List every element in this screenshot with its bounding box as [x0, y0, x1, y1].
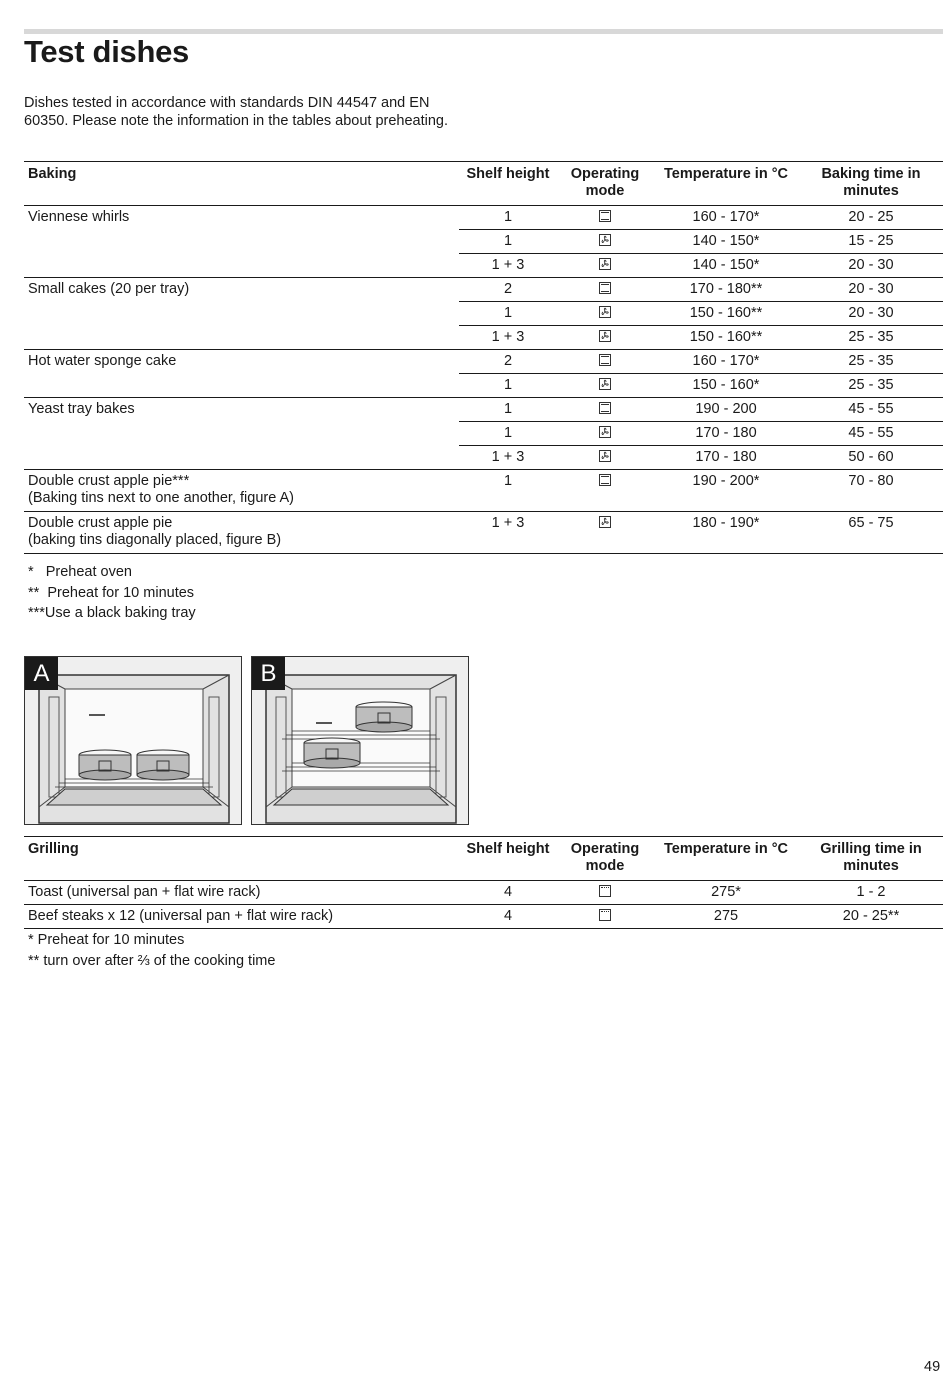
- operating-mode-cell: [557, 881, 653, 905]
- top-bottom-heat-icon: [599, 210, 611, 222]
- hot-air-fan-icon: [599, 306, 611, 318]
- baking-header-row: [24, 162, 943, 206]
- header-shelf: Shelf height: [459, 162, 557, 206]
- header-time: Grilling time in minutes: [799, 837, 943, 881]
- page-title: Test dishes: [24, 34, 189, 69]
- temperature-cell: 150 - 160**: [653, 302, 799, 326]
- footnote: * Preheat for 10 minutes: [28, 932, 185, 948]
- temperature-cell: 150 - 160**: [653, 326, 799, 350]
- operating-mode-cell: [557, 905, 653, 929]
- table-row: [24, 881, 943, 905]
- figure-label: B: [252, 657, 285, 690]
- hot-air-fan-icon: [599, 378, 611, 390]
- table-row: [24, 206, 943, 230]
- oven-figure-b: [251, 656, 469, 825]
- page-number: 49: [924, 1359, 941, 1375]
- hot-air-fan-icon: [599, 258, 611, 270]
- baking-time-cell: 20 - 30: [799, 278, 943, 302]
- dish-name: [24, 512, 459, 554]
- oven-figure-a: [24, 656, 242, 825]
- header-temp: Temperature in °C: [653, 162, 799, 206]
- header-time: Baking time in minutes: [799, 162, 943, 206]
- temperature-cell: 160 - 170*: [653, 350, 799, 374]
- temperature-cell: 180 - 190*: [653, 512, 799, 554]
- dish-name-line: Viennese whirls: [28, 209, 130, 225]
- shelf-height-cell: 1: [459, 470, 557, 512]
- dish-name: Toast (universal pan + flat wire rack): [24, 881, 459, 905]
- baking-time-cell: 15 - 25: [799, 230, 943, 254]
- baking-time-cell: 25 - 35: [799, 374, 943, 398]
- shelf-height-cell: 4: [459, 881, 557, 905]
- temperature-cell: 140 - 150*: [653, 230, 799, 254]
- baking-time-cell: 45 - 55: [799, 422, 943, 446]
- operating-mode-cell: [557, 350, 653, 374]
- dish-name: [24, 470, 459, 512]
- dish-name-note: (baking tins diagonally placed, figure B): [28, 532, 282, 548]
- temperature-cell: 170 - 180: [653, 422, 799, 446]
- grilling-time-cell: 1 - 2: [799, 881, 943, 905]
- hot-air-fan-icon: [599, 234, 611, 246]
- temperature-cell: 140 - 150*: [653, 254, 799, 278]
- operating-mode-cell: [557, 326, 653, 350]
- table-row: [24, 512, 943, 554]
- baking-time-cell: 45 - 55: [799, 398, 943, 422]
- footnote: * Preheat oven: [28, 564, 132, 580]
- temperature-cell: 275: [653, 905, 799, 929]
- shelf-height-cell: 1 + 3: [459, 446, 557, 470]
- figure-label: A: [25, 657, 58, 690]
- operating-mode-cell: [557, 398, 653, 422]
- dish-name: [24, 206, 459, 278]
- intro-text: Dishes tested in accordance with standards DIN 44547 and EN 60350. Please note the information in the tables about preheating.: [24, 95, 449, 129]
- grill-icon: [599, 909, 611, 921]
- shelf-height-cell: 2: [459, 350, 557, 374]
- header-dish: Grilling: [24, 837, 459, 881]
- baking-table: [24, 161, 943, 554]
- operating-mode-cell: [557, 278, 653, 302]
- temperature-cell: 170 - 180**: [653, 278, 799, 302]
- grilling-time-cell: 20 - 25**: [799, 905, 943, 929]
- temperature-cell: 160 - 170*: [653, 206, 799, 230]
- top-bottom-heat-icon: [599, 354, 611, 366]
- shelf-height-cell: 1: [459, 422, 557, 446]
- operating-mode-cell: [557, 446, 653, 470]
- shelf-height-cell: 1 + 3: [459, 254, 557, 278]
- shelf-height-cell: 4: [459, 905, 557, 929]
- shelf-height-cell: 1: [459, 206, 557, 230]
- temperature-cell: 150 - 160*: [653, 374, 799, 398]
- baking-time-cell: 65 - 75: [799, 512, 943, 554]
- baking-time-cell: 20 - 25: [799, 206, 943, 230]
- temperature-cell: 275*: [653, 881, 799, 905]
- baking-footnotes: [28, 562, 196, 624]
- dish-name-line: Yeast tray bakes: [28, 401, 135, 417]
- baking-time-cell: 25 - 35: [799, 326, 943, 350]
- shelf-height-cell: 1: [459, 374, 557, 398]
- dish-name: [24, 350, 459, 398]
- hot-air-fan-icon: [599, 516, 611, 528]
- baking-time-cell: 25 - 35: [799, 350, 943, 374]
- shelf-height-cell: 1: [459, 398, 557, 422]
- dish-name-line: Double crust apple pie: [28, 515, 173, 531]
- header-temp: Temperature in °C: [653, 837, 799, 881]
- baking-time-cell: 50 - 60: [799, 446, 943, 470]
- footnote: ***Use a black baking tray: [28, 605, 196, 621]
- temperature-cell: 170 - 180: [653, 446, 799, 470]
- dish-name-line: Hot water sponge cake: [28, 353, 177, 369]
- baking-time-cell: 70 - 80: [799, 470, 943, 512]
- dish-name-note: (Baking tins next to one another, figure A): [28, 490, 294, 506]
- table-row: [24, 350, 943, 374]
- dish-name-line: Small cakes (20 per tray): [28, 281, 190, 297]
- table-row: [24, 398, 943, 422]
- operating-mode-cell: [557, 374, 653, 398]
- table-row: [24, 905, 943, 929]
- operating-mode-cell: [557, 422, 653, 446]
- grilling-header-row: [24, 837, 943, 881]
- top-bottom-heat-icon: [599, 474, 611, 486]
- top-bottom-heat-icon: [599, 402, 611, 414]
- header-mode: Operating mode: [557, 837, 653, 881]
- baking-time-cell: 20 - 30: [799, 302, 943, 326]
- footnote: ** Preheat for 10 minutes: [28, 584, 195, 601]
- top-bottom-heat-icon: [599, 282, 611, 294]
- header-dish: Baking: [24, 162, 459, 206]
- operating-mode-cell: [557, 230, 653, 254]
- dish-name: Beef steaks x 12 (universal pan + flat wire rack): [24, 905, 459, 929]
- baking-time-cell: 20 - 30: [799, 254, 943, 278]
- temperature-cell: 190 - 200: [653, 398, 799, 422]
- table-row: [24, 278, 943, 302]
- hot-air-fan-icon: [599, 426, 611, 438]
- shelf-height-cell: 1: [459, 302, 557, 326]
- operating-mode-cell: [557, 302, 653, 326]
- grilling-footnotes: [28, 930, 275, 971]
- shelf-height-cell: 1: [459, 230, 557, 254]
- table-row: [24, 470, 943, 512]
- header-mode: Operating mode: [557, 162, 653, 206]
- footnote: ** turn over after ⅔ of the cooking time: [28, 952, 276, 969]
- temperature-cell: 190 - 200*: [653, 470, 799, 512]
- operating-mode-cell: [557, 470, 653, 512]
- dish-name: [24, 278, 459, 350]
- dish-name: [24, 398, 459, 470]
- hot-air-fan-icon: [599, 450, 611, 462]
- shelf-height-cell: 1 + 3: [459, 326, 557, 350]
- header-shelf: Shelf height: [459, 837, 557, 881]
- grill-icon: [599, 885, 611, 897]
- operating-mode-cell: [557, 512, 653, 554]
- hot-air-fan-icon: [599, 330, 611, 342]
- operating-mode-cell: [557, 206, 653, 230]
- grilling-table: [24, 836, 943, 929]
- shelf-height-cell: 1 + 3: [459, 512, 557, 554]
- shelf-height-cell: 2: [459, 278, 557, 302]
- operating-mode-cell: [557, 254, 653, 278]
- dish-name-line: Double crust apple pie***: [28, 473, 190, 489]
